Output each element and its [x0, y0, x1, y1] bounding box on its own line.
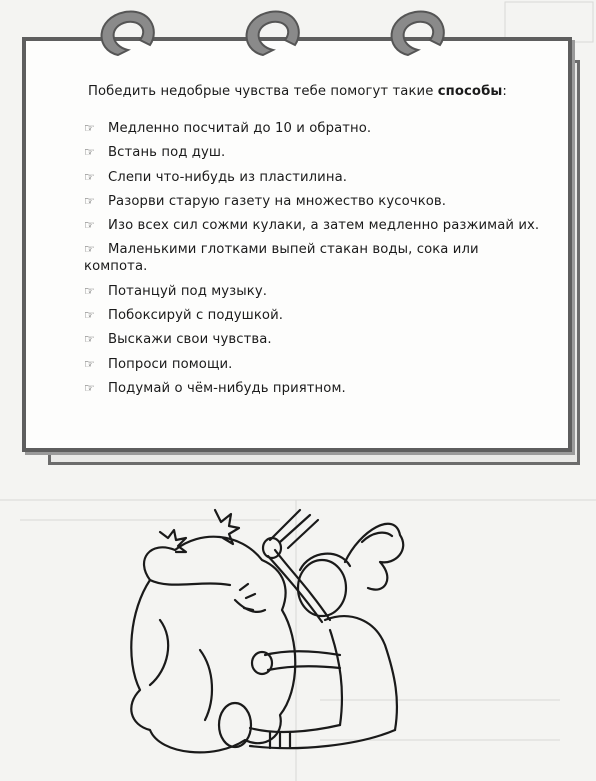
pointing-hand-arrow-icon: ☞	[84, 356, 95, 371]
list-item	[84, 331, 544, 348]
list-item	[84, 307, 544, 324]
pointing-hand-arrow-icon: ☞	[84, 193, 95, 208]
list-item-text: Выскажи свои чувства.	[108, 332, 272, 348]
pillow	[131, 537, 295, 753]
list-item-text: Попроси помощи.	[108, 356, 233, 372]
list-item-text: Изо всех сил сожми кулаки, а затем медленно разжимай их.	[108, 218, 540, 234]
girl-arm-punch	[265, 651, 340, 655]
girl-body	[325, 616, 397, 730]
list-item	[84, 356, 544, 373]
list-item-text: Потанцуй под музыку.	[108, 283, 268, 299]
pointing-hand-arrow-icon: ☞	[84, 332, 95, 347]
list-item	[84, 241, 544, 275]
list-item	[84, 380, 544, 397]
list-item	[84, 283, 544, 300]
girl-leg	[250, 725, 340, 732]
pointing-hand-arrow-icon: ☞	[84, 308, 95, 323]
tips-list	[84, 120, 544, 404]
pointing-hand-arrow-icon: ☞	[84, 242, 95, 257]
list-item-text: Маленькими глотками выпей стакан воды, сока или компота.	[84, 242, 479, 275]
pointing-hand-arrow-icon: ☞	[84, 380, 95, 395]
pointing-hand-arrow-icon: ☞	[84, 145, 95, 160]
intro-text	[88, 84, 558, 99]
pointing-hand-arrow-icon: ☞	[84, 169, 95, 184]
list-item-text: Разорви старую газету на множество кусочков.	[108, 193, 447, 209]
list-item	[84, 217, 544, 234]
list-item-text: Подумай о чём-нибудь приятном.	[108, 380, 346, 396]
list-item	[84, 144, 544, 161]
pointing-hand-arrow-icon: ☞	[84, 121, 95, 135]
list-item	[84, 169, 544, 186]
girl-boxing-pillow-illustration	[0, 470, 596, 781]
list-item	[84, 120, 544, 137]
list-item	[84, 193, 544, 210]
intro-bold-word: способы	[437, 84, 503, 99]
intro-colon: :	[502, 84, 507, 99]
list-item-text: Медленно посчитай до 10 и обратно.	[108, 121, 372, 136]
list-item-text: Встань под душ.	[108, 145, 226, 161]
pointing-hand-arrow-icon: ☞	[84, 283, 95, 298]
list-item-text: Слепи что-нибудь из пластилина.	[108, 169, 348, 185]
pointing-hand-arrow-icon: ☞	[84, 218, 95, 233]
intro-lead: Победить недобрые чувства тебе помогут такие	[88, 84, 438, 99]
list-item-text: Побоксируй с подушкой.	[108, 308, 284, 324]
